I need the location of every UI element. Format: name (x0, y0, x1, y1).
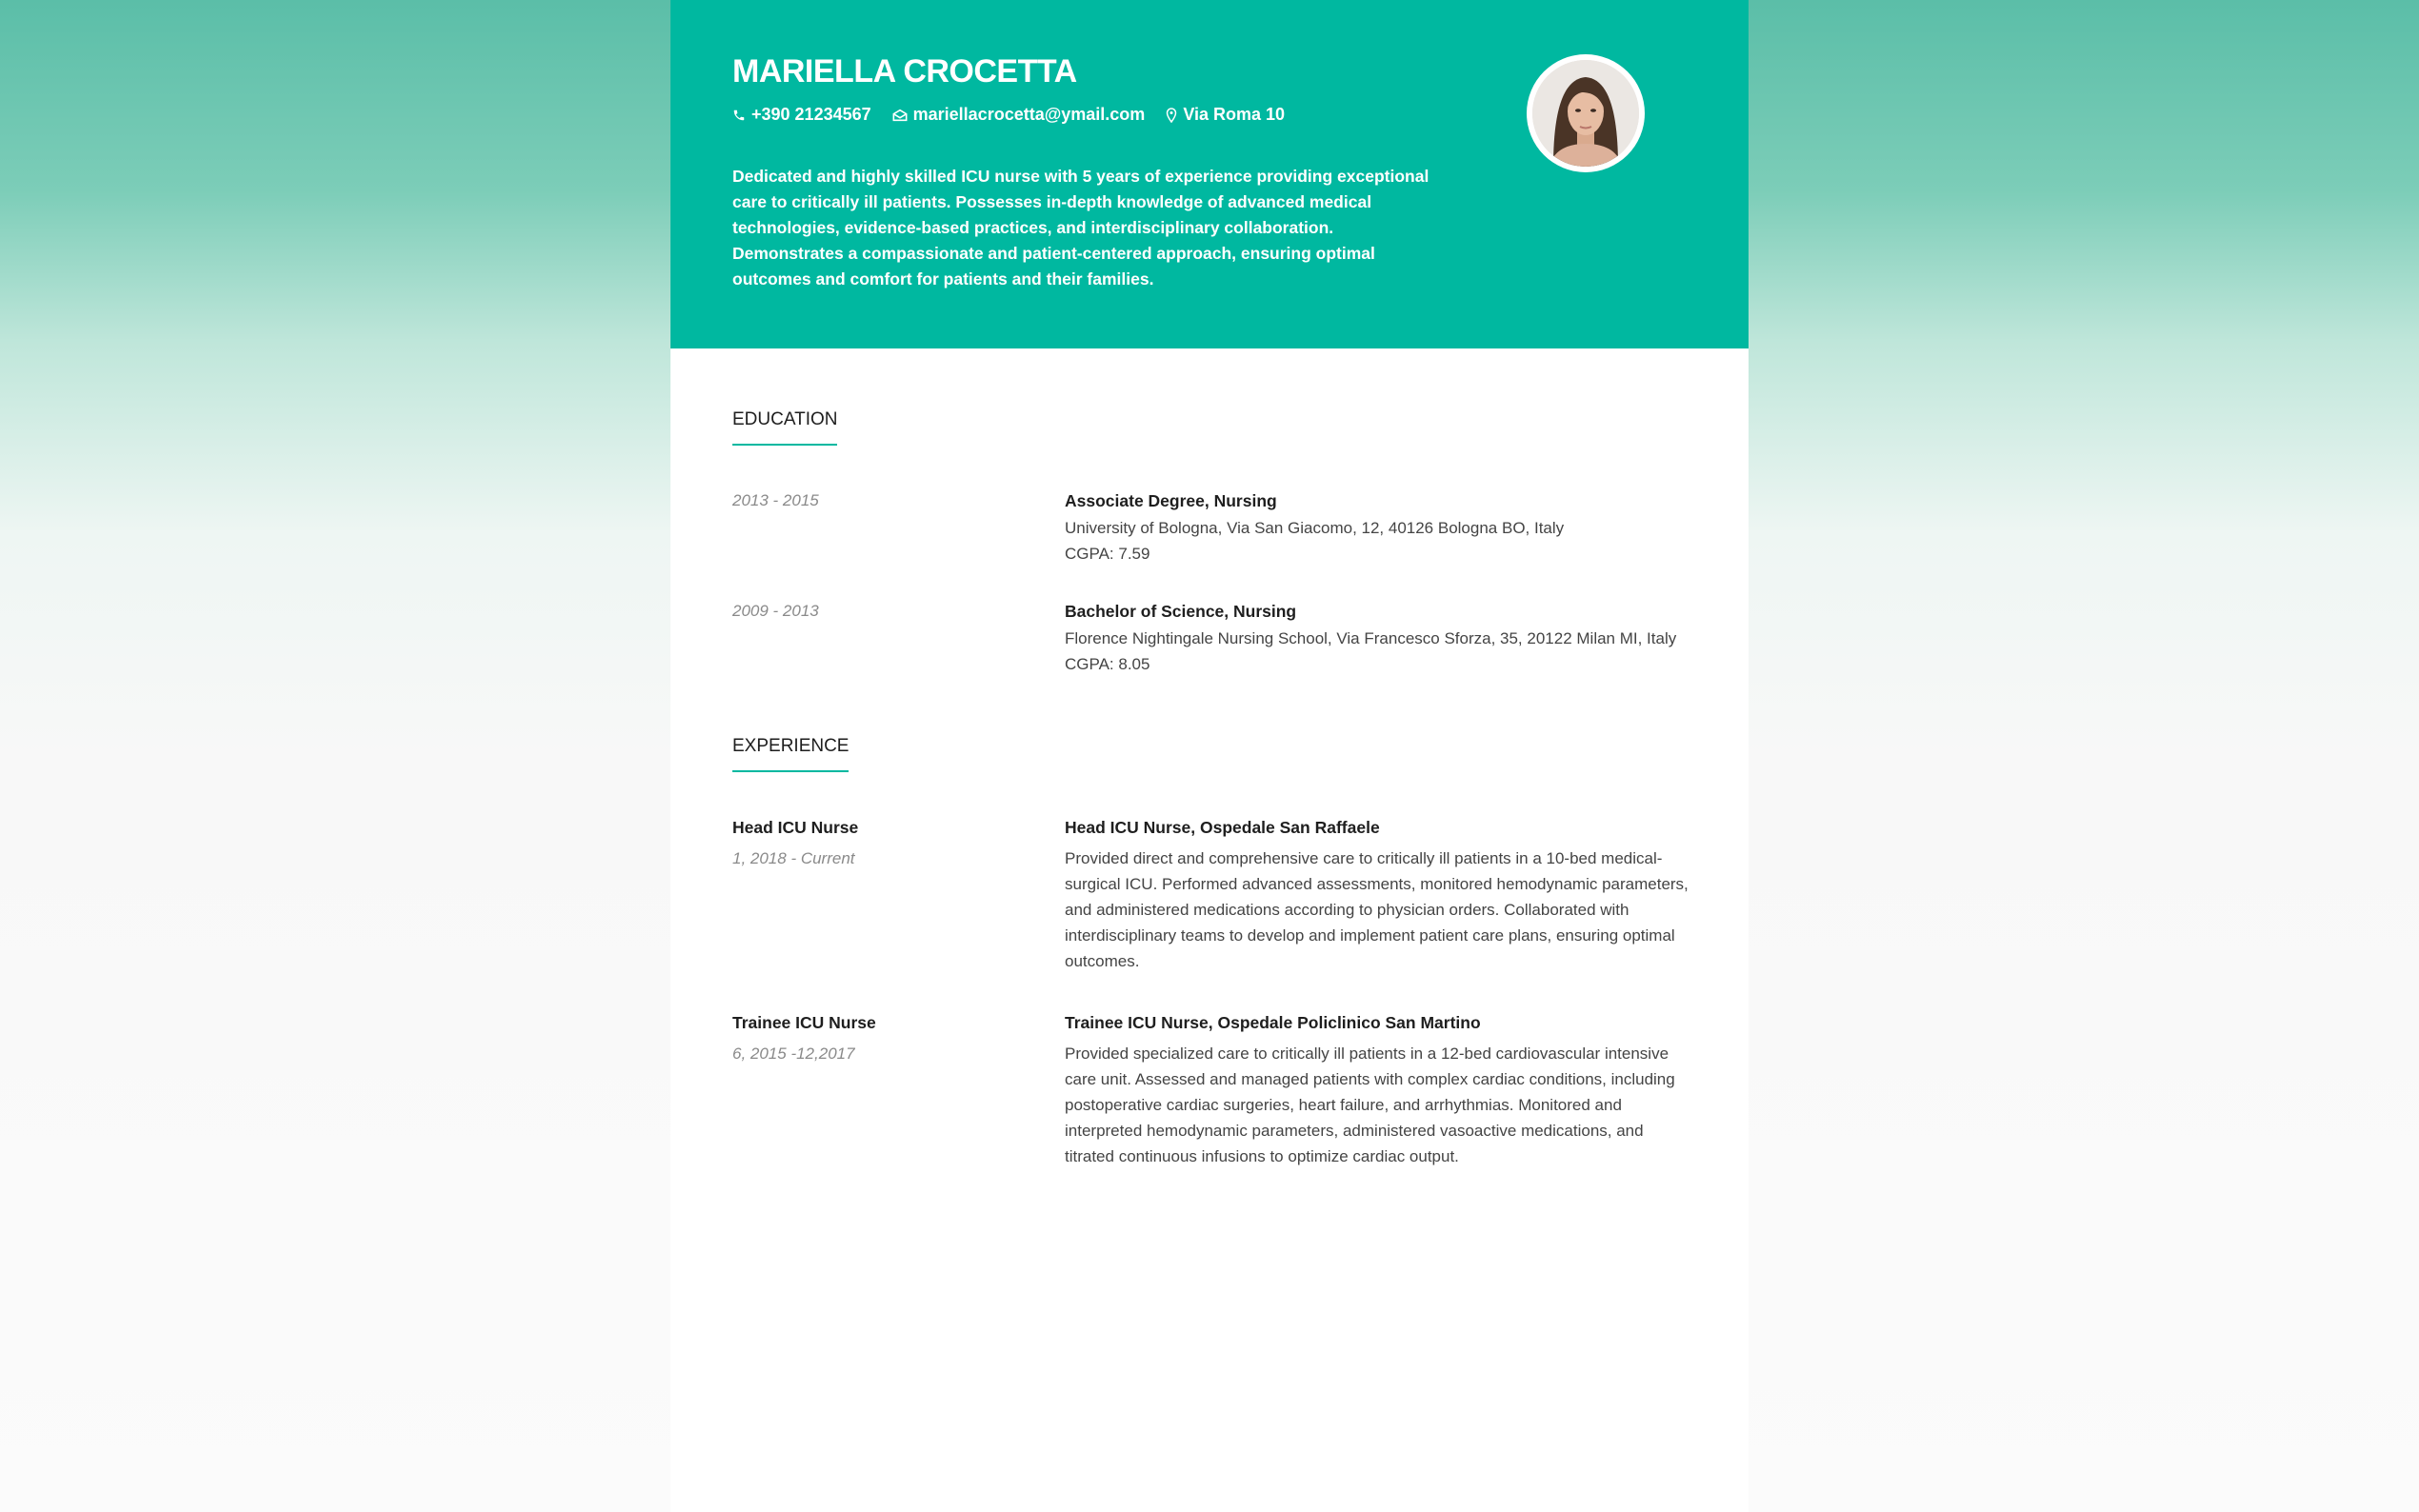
email-address[interactable]: mariellacrocetta@ymail.com (912, 105, 1146, 124)
job-description: Provided direct and comprehensive care to critically ill patients in a 10-bed medical-surgical ICU. Performed advanced assessments, monitored hemodynamic parameters, and administered medications according to physician orders. Collaborated with interdisciplinary teams to develop and implement patient care plans, ensuring optimal outcomes. (1065, 849, 1689, 970)
envelope-icon (892, 109, 908, 122)
experience-entry (732, 817, 1687, 979)
education-cgpa: CGPA: 7.59 (1065, 545, 1150, 563)
job-dates: 1, 2018 - Current (732, 849, 855, 867)
job-heading: Trainee ICU Nurse, Ospedale Policlinico San Martino (1065, 1013, 1481, 1032)
job-role: Head ICU Nurse (732, 818, 859, 837)
resume-header (670, 0, 1749, 348)
job-description: Provided specialized care to critically ill patients in a 12-bed cardiovascular intensive care unit. Assessed and managed patients with complex cardiac conditions, including postoperative cardiac surgeries, heart failure, and arrhythmias. Monitored and interpreted hemodynamic parameters, administered vasoactive medications, and titrated continuous infusions to optimize cardiac output. (1065, 1044, 1675, 1165)
profile-photo (1532, 60, 1639, 167)
job-dates: 6, 2015 -12,2017 (732, 1044, 855, 1063)
education-heading: EDUCATION (732, 409, 837, 446)
education-school: Florence Nightingale Nursing School, Via Francesco Sforza, 35, 20122 Milan MI, Italy (1065, 629, 1677, 647)
street-address: Via Roma 10 (1183, 105, 1286, 124)
job-heading: Head ICU Nurse, Ospedale San Raffaele (1065, 818, 1380, 837)
profile-summary: Dedicated and highly skilled ICU nurse with 5 years of experience providing exceptional care to critically ill patients. Possesses in-depth knowledge of advanced medical technologies, evidence-based practices, and interdisciplinary collaboration. Demonstrates a compassionate and patient-centered approach, ensuring optimal outcomes and comfort for patients and their families. (732, 167, 1429, 288)
contact-bar (732, 105, 1306, 125)
education-dates: 2013 - 2015 (732, 491, 819, 509)
education-degree: Bachelor of Science, Nursing (1065, 602, 1297, 621)
phone-number[interactable]: +390 21234567 (751, 105, 871, 124)
education-degree: Associate Degree, Nursing (1065, 491, 1277, 510)
contact-email (892, 105, 1146, 125)
education-entry (732, 601, 1687, 706)
avatar-frame (1527, 54, 1645, 172)
education-cgpa: CGPA: 8.05 (1065, 655, 1150, 673)
education-dates: 2009 - 2013 (732, 602, 819, 620)
experience-entry (732, 1012, 1687, 1203)
candidate-name: MARIELLA CROCETTA (732, 53, 1077, 90)
experience-heading: EXPERIENCE (732, 736, 849, 772)
phone-icon (732, 109, 746, 122)
avatar (1532, 60, 1639, 167)
job-role: Trainee ICU Nurse (732, 1013, 876, 1032)
resume-page (670, 0, 1749, 1512)
map-pin-icon (1166, 108, 1177, 123)
contact-address (1166, 105, 1285, 125)
education-school: University of Bologna, Via San Giacomo, 12, 40126 Bologna BO, Italy (1065, 519, 1565, 537)
education-entry (732, 490, 1687, 567)
contact-phone (732, 105, 871, 125)
